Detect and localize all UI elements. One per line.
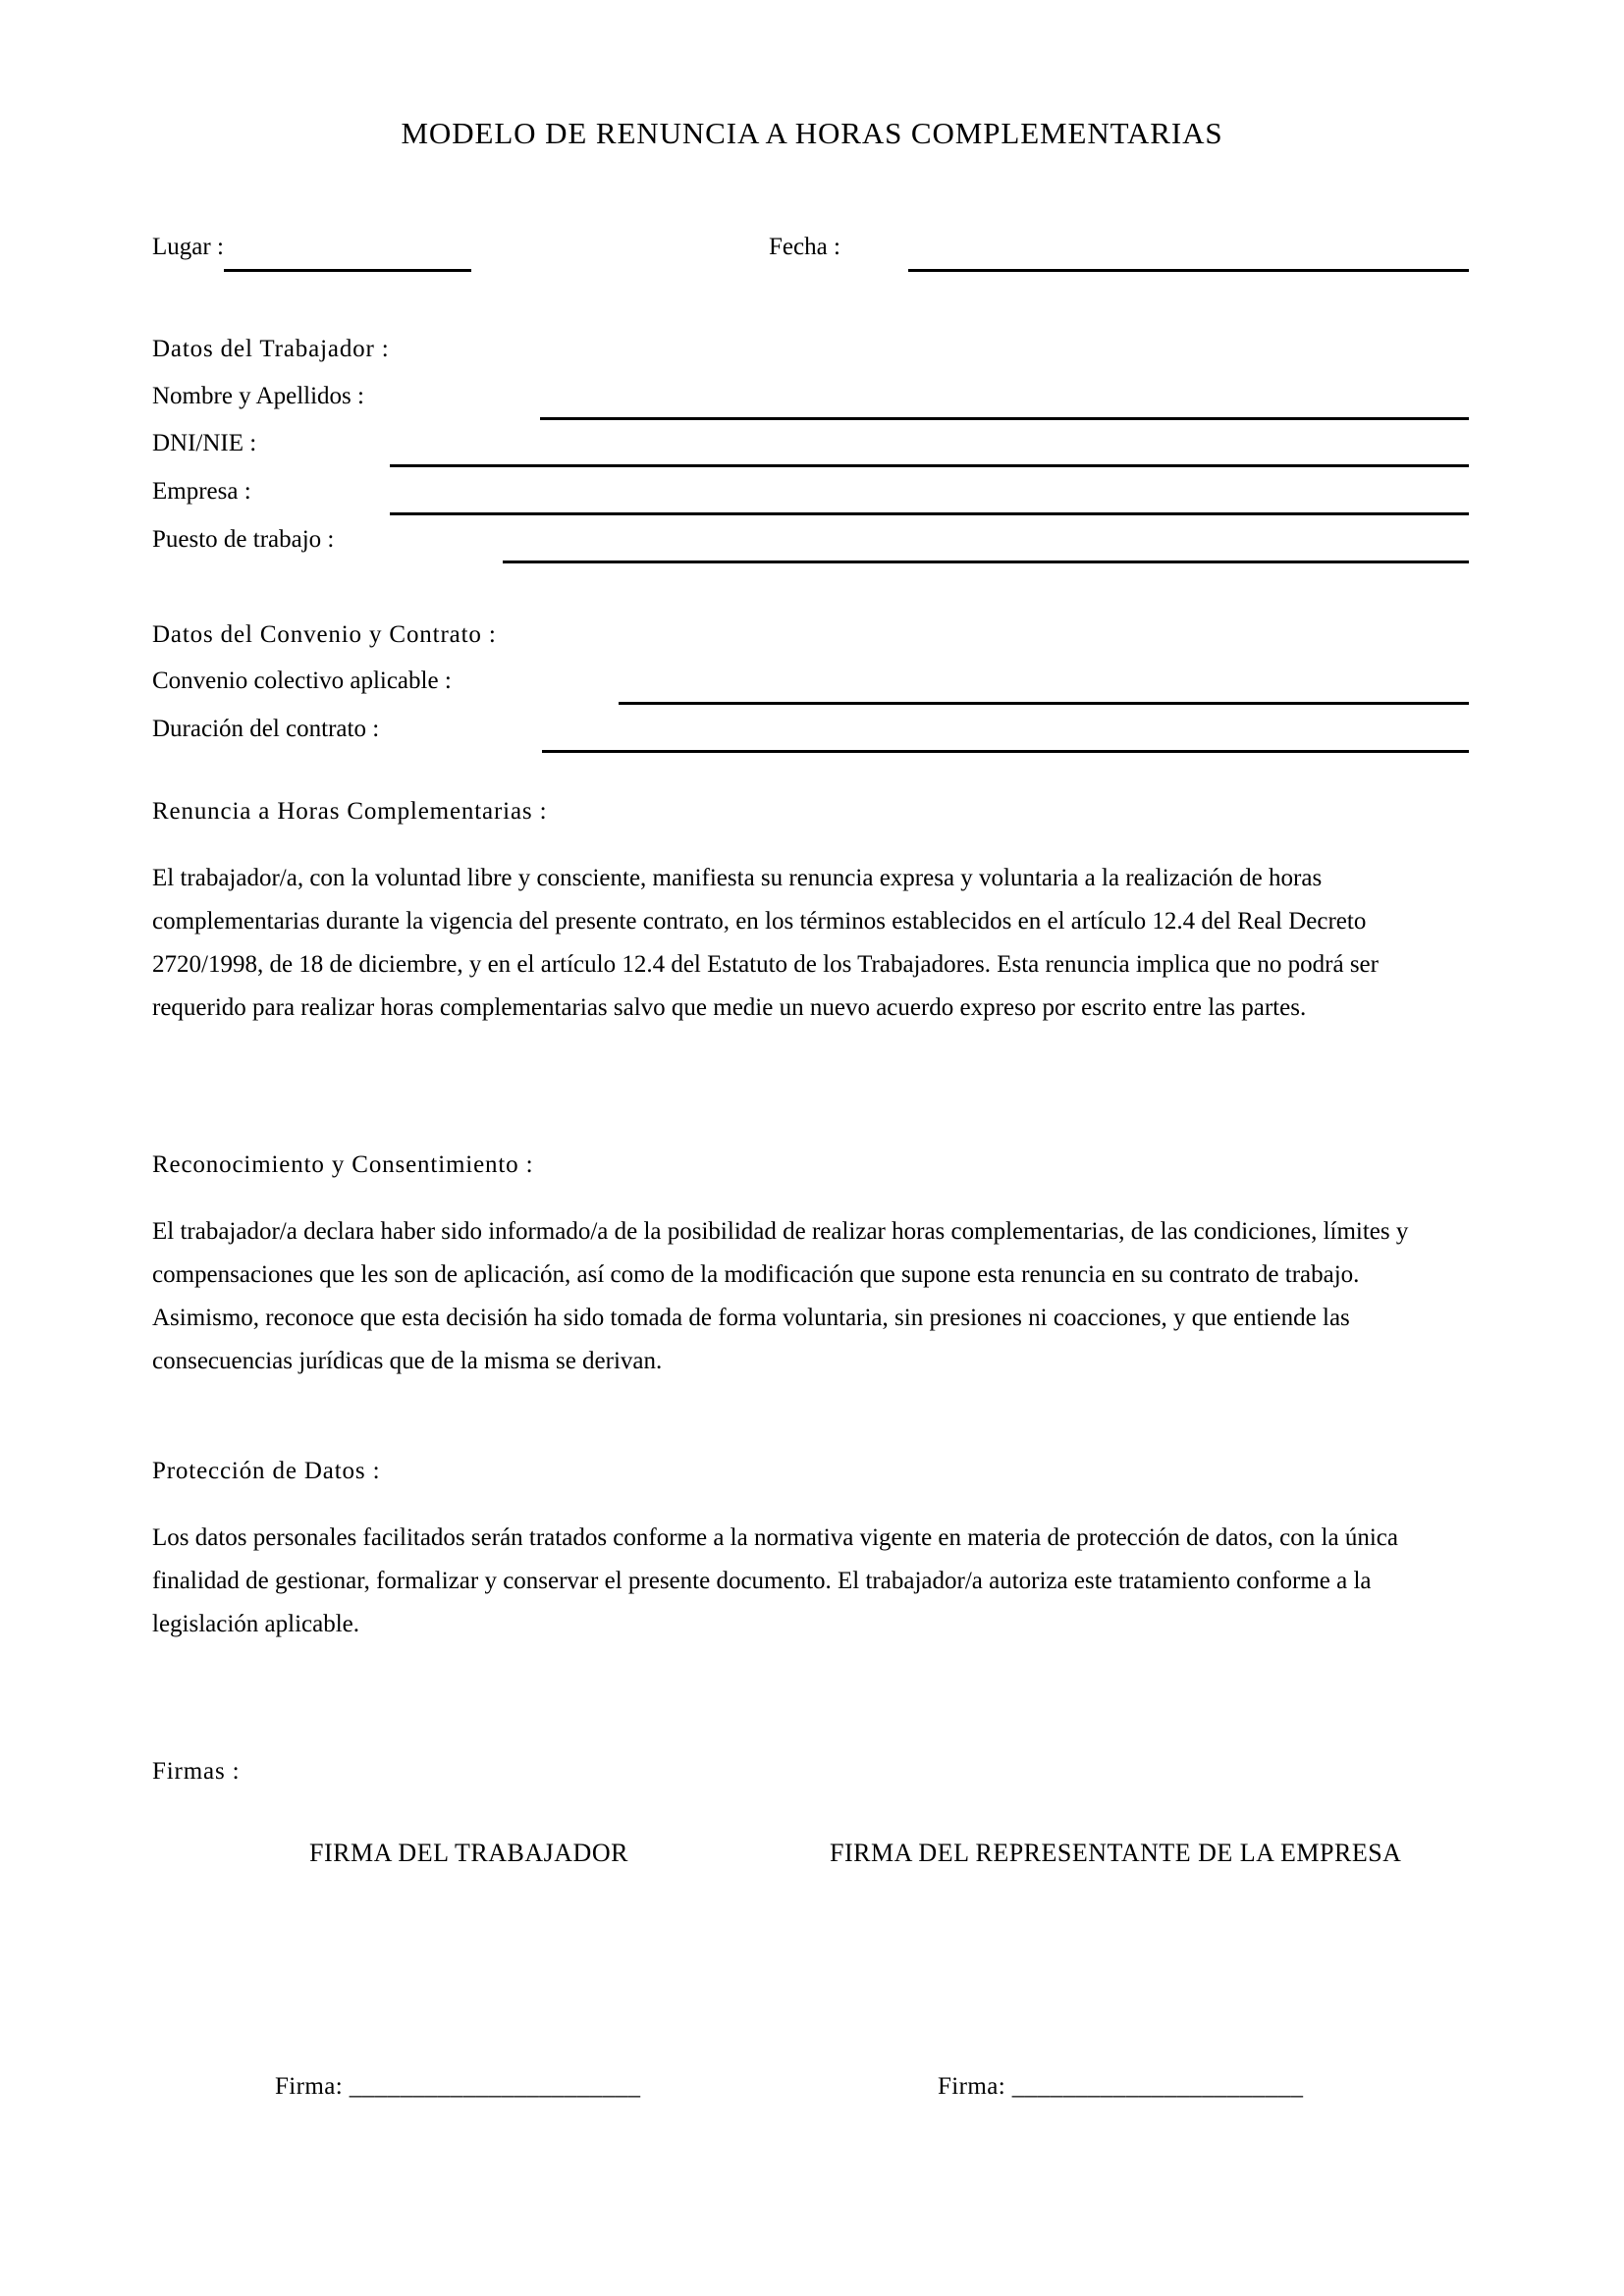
firmas-section-heading: Firmas : [152, 1758, 241, 1785]
renuncia-section-body: El trabajador/a, con la voluntad libre y consciente, manifiesta su renuncia expresa y voluntaria a la realización de horas complementarias durante la vigencia del presente contrato, en los términos establecidos en el artículo 12.4 del Real Decreto 2720/1998, de 18 de diciembre, y en el artículo 12.4 del Estatuto de los Trabajadores. Esta renuncia implica que no podrá ser requerido para realizar horas complementarias salvo que medie un nuevo acuerdo expreso por escrito entre las partes. [152, 865, 1379, 1021]
proteccion-section-body: Los datos personales facilitados serán tratados conforme a la normativa vigente en materia de protección de datos, con la única finalidad de gestionar, formalizar y conservar el presente documento. El trabajador/a autoriza este tratamiento conforme a la legislación aplicable. [152, 1524, 1398, 1637]
reconocimiento-section-heading: Reconocimiento y Consentimiento : [152, 1151, 534, 1178]
lugar-label: Lugar : [152, 234, 224, 260]
contract-section-heading: Datos del Convenio y Contrato : [152, 621, 497, 648]
signature-line-company[interactable]: Firma: _______________________ [938, 2073, 1304, 2100]
worker-field-rule-dni[interactable] [390, 464, 1469, 467]
contract-field-rule-duracion[interactable] [542, 750, 1469, 753]
contract-field-label-convenio: Convenio colectivo aplicable : [152, 667, 452, 694]
worker-field-rule-empresa[interactable] [390, 512, 1469, 515]
worker-field-label-dni: DNI/NIE : [152, 430, 257, 456]
worker-field-label-nombre: Nombre y Apellidos : [152, 383, 364, 409]
signature-title-company: FIRMA DEL REPRESENTANTE DE LA EMPRESA [830, 1839, 1402, 1867]
contract-field-label-duracion: Duración del contrato : [152, 716, 380, 742]
lugar-input-rule[interactable] [224, 269, 471, 272]
page-title: MODELO DE RENUNCIA A HORAS COMPLEMENTARIAS [401, 116, 1223, 150]
signature-title-worker: FIRMA DEL TRABAJADOR [309, 1839, 628, 1867]
worker-section-heading: Datos del Trabajador : [152, 336, 390, 362]
worker-field-label-puesto: Puesto de trabajo : [152, 526, 335, 553]
worker-field-rule-nombre[interactable] [540, 417, 1469, 420]
reconocimiento-section-body: El trabajador/a declara haber sido informado/a de la posibilidad de realizar horas complementarias, de las condiciones, límites y compensaciones que les son de aplicación, así como de la modificación que supone esta renuncia en su contrato de trabajo. Asimismo, reconoce que esta decisión ha sido tomada de forma voluntaria, sin presiones ni coacciones, y que entiende las consecuencias jurídicas que de la misma se derivan. [152, 1218, 1409, 1374]
renuncia-section-heading: Renuncia a Horas Complementarias : [152, 798, 548, 825]
fecha-label: Fecha : [769, 234, 840, 260]
signature-line-worker[interactable]: Firma: _______________________ [275, 2073, 641, 2100]
fecha-input-rule[interactable] [908, 269, 1469, 272]
contract-field-rule-convenio[interactable] [619, 702, 1469, 705]
worker-field-rule-puesto[interactable] [503, 561, 1469, 563]
proteccion-section-heading: Protección de Datos : [152, 1458, 381, 1484]
worker-field-label-empresa: Empresa : [152, 478, 251, 505]
